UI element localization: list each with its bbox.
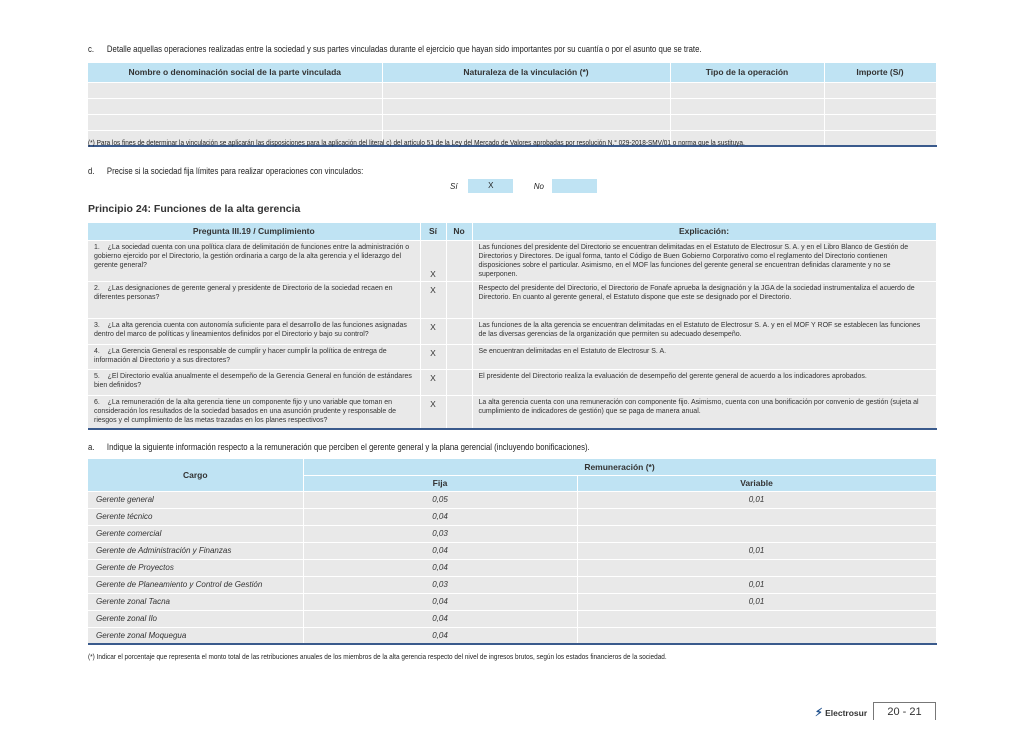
cargo-cell: Gerente zonal Tacna (88, 593, 303, 610)
question-c (88, 44, 702, 54)
question-d-text: Precise si la sociedad fija límites para realizar operaciones con vinculados: (106, 166, 364, 176)
si-cell: X (420, 344, 446, 369)
header-naturaleza: Naturaleza de la vinculación (*) (382, 63, 670, 82)
header-explicacion: Explicación: (472, 223, 936, 240)
table-row (88, 114, 936, 130)
table-row (88, 576, 936, 593)
explanation-cell: Las funciones del presidente del Directorio se encuentran delimitadas en el Estatuto de Electrosur S. A. y en el Libro Blanco de Gestión de Directorios y Directores. De igual forma, tanto el Código de Buen Gobierno Corporativo como el reglamento del Directorio contienen disposiciones sobre el particular. Asimismo, en el MOF las funciones del gerente general se encuentran definidas claramente y no se superponen. (472, 240, 936, 281)
no-cell (446, 318, 472, 344)
no-box[interactable] (552, 179, 597, 193)
footnote-vinculacion: (*) Para los fines de determinar la vinculación se aplicarán las disposiciones para la aplicación del literal c) del artículo 51 de la Ley del Mercado de Valores aprobadas por resolución N.° 029-2018-SMV/01 o norma que la sustituya. (88, 138, 745, 147)
table-row (88, 369, 936, 395)
header-si: Sí (420, 223, 446, 240)
table-row (88, 627, 936, 644)
fija-cell: 0,04 (303, 593, 577, 610)
table-row (88, 82, 936, 98)
si-cell: X (420, 240, 446, 281)
principio-table (88, 223, 937, 430)
empty-cell (88, 82, 382, 98)
empty-cell (824, 82, 936, 98)
explanation-cell: El presidente del Directorio realiza la evaluación de desempeño del gerente general de acuerdo a los indicadores aprobados. (472, 369, 936, 395)
fija-cell: 0,04 (303, 627, 577, 644)
question-cell: 4. ¿La Gerencia General es responsable de cumplir y hacer cumplir la política de entrega de información al Directorio y a sus directores? (88, 344, 420, 369)
no-cell (446, 281, 472, 318)
explanation-cell: Las funciones de la alta gerencia se encuentran delimitadas en el Estatuto de Electrosur S. A. y en el MOF Y ROF se establecen las funciones de las diversas gerencias de la organización que permiten su adecuado desempeño. (472, 318, 936, 344)
header-cargo: Cargo (88, 459, 303, 491)
header-no: No (446, 223, 472, 240)
principio-title: Principio 24: Funciones de la alta gerencia (88, 203, 301, 215)
empty-cell (670, 98, 824, 114)
no-cell (446, 344, 472, 369)
page-left: 20 (887, 706, 900, 718)
related-parties-table (88, 63, 937, 147)
related-parties-header (88, 63, 936, 82)
page-number (873, 702, 936, 720)
empty-cell (670, 82, 824, 98)
cargo-cell: Gerente de Proyectos (88, 559, 303, 576)
table-row (88, 281, 936, 318)
variable-cell: 0,01 (577, 593, 936, 610)
question-d (88, 166, 363, 176)
empty-cell (88, 114, 382, 130)
table-row (88, 525, 936, 542)
electrosur-logo (815, 706, 867, 719)
variable-cell (577, 525, 936, 542)
cargo-cell: Gerente de Planeamiento y Control de Gestión (88, 576, 303, 593)
footnote-remuneracion: (*) Indicar el porcentaje que representa el monto total de las retribuciones anuales de los miembros de la alta gerencia respecto del nivel de ingresos brutos, según los estados financieros de la sociedad. (88, 652, 667, 661)
fija-cell: 0,04 (303, 542, 577, 559)
table-row (88, 542, 936, 559)
header-fija: Fija (303, 475, 577, 491)
variable-cell: 0,01 (577, 491, 936, 508)
si-cell: X (420, 395, 446, 429)
table-row (88, 344, 936, 369)
cargo-cell: Gerente técnico (88, 508, 303, 525)
variable-cell (577, 508, 936, 525)
question-d-letter: d. (88, 166, 95, 176)
variable-cell (577, 559, 936, 576)
variable-cell (577, 610, 936, 627)
table-row (88, 508, 936, 525)
empty-cell (382, 82, 670, 98)
header-remuneracion: Remuneración (*) (303, 459, 936, 475)
header-tipo: Tipo de la operación (670, 63, 824, 82)
explanation-cell: Se encuentran delimitadas en el Estatuto de Electrosur S. A. (472, 344, 936, 369)
table-row (88, 593, 936, 610)
remuneration-header (88, 459, 936, 475)
question-cell: 1. ¿La sociedad cuenta con una política clara de delimitación de funciones entre la administración o gobierno ejercido por el Directorio, la gestión ordinaria a cargo de la alta gerencia y el liderazgo del gerente general? (88, 240, 420, 281)
si-box[interactable]: X (468, 179, 513, 193)
question-cell: 2. ¿Las designaciones de gerente general y presidente de Directorio de la sociedad recaen en diferentes personas? (88, 281, 420, 318)
cargo-cell: Gerente zonal Moquegua (88, 627, 303, 644)
question-cell: 3. ¿La alta gerencia cuenta con autonomía suficiente para el desarrollo de las funciones asignadas dentro del marco de políticas y lineamientos definidos por el Directorio y bajo su control? (88, 318, 420, 344)
header-importe: Importe (S/) (824, 63, 936, 82)
header-pregunta: Pregunta III.19 / Cumplimiento (88, 223, 420, 240)
fija-cell: 0,03 (303, 576, 577, 593)
question-a-letter: a. (88, 442, 95, 452)
no-label: No (533, 181, 544, 191)
question-cell: 5. ¿El Directorio evalúa anualmente el desempeño de la Gerencia General en función de estándares bien definidos? (88, 369, 420, 395)
fija-cell: 0,03 (303, 525, 577, 542)
si-cell: X (420, 369, 446, 395)
cargo-cell: Gerente general (88, 491, 303, 508)
si-cell: X (420, 281, 446, 318)
si-cell: X (420, 318, 446, 344)
fija-cell: 0,04 (303, 508, 577, 525)
remuneration-table (88, 459, 937, 645)
empty-cell (670, 114, 824, 130)
variable-cell (577, 627, 936, 644)
principio-header (88, 223, 936, 240)
empty-cell (382, 114, 670, 130)
bolt-icon: ⚡︎ (815, 707, 823, 719)
question-a (88, 442, 590, 452)
explanation-cell: La alta gerencia cuenta con una remuneración con componente fijo. Asimismo, cuenta con una bonificación por convenio de gestión (sujeta al cumplimiento de indicadores de gestión) que se paga de manera anual. (472, 395, 936, 429)
variable-cell: 0,01 (577, 542, 936, 559)
question-c-letter: c. (88, 44, 95, 54)
page-separator: - (902, 706, 907, 718)
empty-cell (824, 98, 936, 114)
table-row (88, 98, 936, 114)
empty-cell (824, 114, 936, 130)
fija-cell: 0,04 (303, 610, 577, 627)
table-row (88, 610, 936, 627)
fija-cell: 0,04 (303, 559, 577, 576)
si-no-selector (450, 179, 597, 193)
question-cell: 6. ¿La remuneración de la alta gerencia tiene un componente fijo y uno variable que toman en consideración los resultados de la sociedad basados en una asunción prudente y responsable de riesgos y el cumplimiento de las metas trazadas en los planes respectivos? (88, 395, 420, 429)
no-cell (446, 395, 472, 429)
logo-text: Electrosur (825, 708, 868, 718)
no-cell (446, 240, 472, 281)
cargo-cell: Gerente de Administración y Finanzas (88, 542, 303, 559)
table-row (88, 240, 936, 281)
header-nombre: Nombre o denominación social de la parte vinculada (88, 63, 382, 82)
explanation-cell: Respecto del presidente del Directorio, el Directorio de Fonafe aprueba la designación y la JGA de la sociedad instrumentaliza el acuerdo de Directorio. En cuanto al gerente general, el Estatuto dispone que este se designado por el Directorio. (472, 281, 936, 318)
variable-cell: 0,01 (577, 576, 936, 593)
cargo-cell: Gerente zonal Ilo (88, 610, 303, 627)
empty-cell (382, 98, 670, 114)
empty-cell (824, 130, 936, 146)
table-row (88, 395, 936, 429)
si-label: Sí (450, 181, 458, 191)
fija-cell: 0,05 (303, 491, 577, 508)
no-cell (446, 369, 472, 395)
header-variable: Variable (577, 475, 936, 491)
table-row (88, 559, 936, 576)
table-row (88, 491, 936, 508)
empty-cell (88, 98, 382, 114)
table-row (88, 318, 936, 344)
question-c-text: Detalle aquellas operaciones realizadas entre la sociedad y sus partes vinculadas durante el ejercicio que hayan sido importantes por su cuantía o por el asunto que se trate. (106, 44, 702, 54)
question-a-text: Indique la siguiente información respecto a la remuneración que perciben el gerente general y la plana gerencial (incluyendo bonificaciones). (106, 442, 590, 452)
cargo-cell: Gerente comercial (88, 525, 303, 542)
page-right: 21 (909, 706, 922, 718)
